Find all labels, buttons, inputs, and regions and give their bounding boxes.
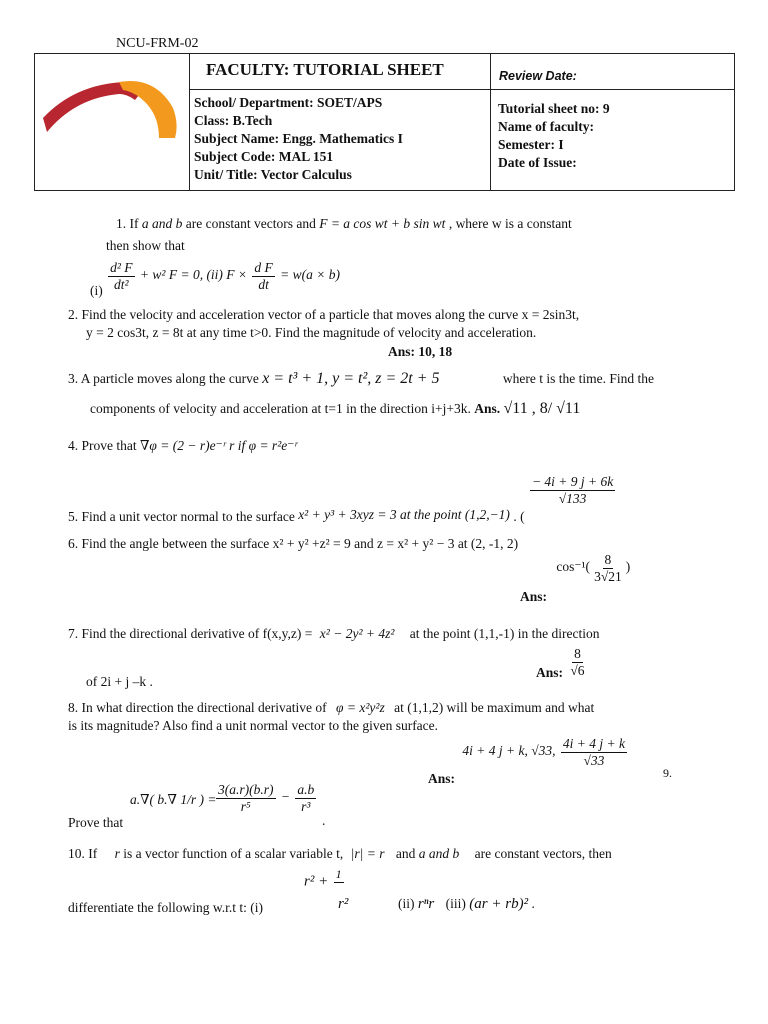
q7-frac xyxy=(568,646,586,678)
info-school: School/ Department: SOET/APS xyxy=(194,95,383,110)
question-3-line2 xyxy=(90,400,580,418)
q5-answer-fraction xyxy=(530,474,615,506)
q6-ans-label: Ans: xyxy=(520,589,548,605)
q8-line2: is its magnitude? Also find a unit normal vector to the given surface. xyxy=(68,718,439,733)
q3-post: where t is the time. Find the xyxy=(502,371,655,386)
info-subject-name: Subject Name: Engg. Mathematics I xyxy=(194,131,403,146)
q10-pre: 10. If xyxy=(68,846,98,861)
q6-answer xyxy=(520,552,631,605)
q2-answer: Ans: 10, 18 xyxy=(388,344,453,359)
q4-line: 4. Prove that xyxy=(68,438,137,453)
q2-line1: 2. Find the velocity and acceleration vector of a particle that moves along the curve x = 2sin3t, xyxy=(68,307,580,322)
q6-close: ) xyxy=(625,559,631,575)
q9-number: 9. xyxy=(663,766,672,780)
info-faculty-name: Name of faculty: xyxy=(498,119,594,134)
q2-line2: y = 2 cos3t, z = 8t at any time t>0. Find the magnitude of velocity and acceleration. xyxy=(86,325,537,340)
q7-line: 7. Find the directional derivative of f(x,y,z) = xyxy=(68,626,313,641)
q8-ans-text: 4i + 4 j + k, √33, xyxy=(462,743,556,759)
q10-vectors: a and b xyxy=(418,846,460,861)
q1-part-i: (i) xyxy=(90,283,103,299)
q4-formula: ∇φ = (2 − r)e⁻ʳ r if φ = r²e⁻ʳ xyxy=(140,438,298,453)
info-date-of-issue: Date of Issue: xyxy=(498,155,577,170)
q10-abs: |r| = r xyxy=(350,846,385,861)
q7-post: at the point (1,1,-1) in the direction xyxy=(409,626,600,641)
q9-frac1 xyxy=(216,782,276,814)
q3-ans-label: Ans. xyxy=(474,401,501,416)
q7-line2: of 2i + j –k . xyxy=(86,674,153,689)
q7-formula: x² − 2y² + 4z² xyxy=(319,626,395,641)
review-cell xyxy=(491,54,735,90)
university-logo-icon xyxy=(35,54,189,186)
q9-rhs xyxy=(214,782,318,814)
q10-part1-frac-num: 1 xyxy=(335,867,342,881)
question-4 xyxy=(68,438,297,454)
q5-line: 5. Find a unit vector normal to the surface xyxy=(68,509,295,525)
q1-line2: then show that xyxy=(106,238,185,253)
q3-ans-val: √11 , 8/ √11 xyxy=(503,400,581,417)
q10-part3: (ar + rb)² xyxy=(469,896,529,912)
q1-mid: are constant vectors and xyxy=(185,216,316,231)
q3-curve: x = t³ + 1, y = t², z = 2t + 5 xyxy=(262,370,440,387)
q1-pre: 1. If xyxy=(116,216,139,231)
q3-line2: components of velocity and acceleration at t=1 in the direction i+j+3k. xyxy=(90,401,471,416)
info-class: Class: B.Tech xyxy=(194,113,273,128)
q6-num: 8 xyxy=(604,552,612,567)
q8-pre: 8. In what direction the directional derivative of xyxy=(68,700,327,715)
question-8 xyxy=(68,700,594,716)
info-unit-title: Unit/ Title: Vector Calculus xyxy=(194,167,352,182)
q8-ans-den: √33 xyxy=(583,752,605,768)
q10-part1-frac xyxy=(334,868,344,897)
q9-num: 3(a.r)(b.r) xyxy=(218,782,274,797)
q6-line: 6. Find the angle between the surface x² + y² +z² = 9 and z = x² + y² − 3 at (2, -1, 2) xyxy=(68,536,519,551)
q10-part2: rⁿr xyxy=(417,896,435,912)
q1-frac-d2f: $\frac{\text{d² F}}{\text{dt²}}$ xyxy=(110,260,133,292)
q10-part1-den: r² xyxy=(338,896,349,912)
q10-part1-top: r² + xyxy=(304,873,329,890)
q10-post: are constant vectors, then xyxy=(474,846,612,861)
info-tutorial-no: Tutorial sheet no: 9 xyxy=(498,101,610,116)
q9-den2: r³ xyxy=(301,798,311,814)
form-code: NCU-FRM-02 xyxy=(116,36,199,51)
question-5 xyxy=(68,474,617,525)
q10-parts xyxy=(398,896,535,913)
sheet-title: FACULTY: TUTORIAL SHEET xyxy=(206,60,444,79)
q1-post: , where w is a constant xyxy=(448,216,572,231)
q8-formula: φ = x²y²z xyxy=(336,700,385,715)
q5-ans-num: − 4i + 9 j + 6k xyxy=(531,474,614,489)
q10-part1 xyxy=(304,868,346,897)
q10-end: . xyxy=(531,896,535,911)
q9-num2: a.b xyxy=(297,782,315,797)
q1-formula: F = a cos wt + b sin wt xyxy=(319,216,446,231)
q7-den: √6 xyxy=(570,662,585,678)
q8-post: at (1,1,2) will be maximum and what xyxy=(394,700,595,715)
q1-rhs: = w(a × b) xyxy=(280,267,341,283)
info-subject-code: Subject Code: MAL 151 xyxy=(194,149,334,164)
q7-ans-label: Ans: xyxy=(536,665,564,681)
q8-ans-label: Ans: xyxy=(428,771,456,787)
q10-and: and xyxy=(395,846,416,861)
q7-answer xyxy=(536,646,589,681)
question-1 xyxy=(116,216,572,232)
q6-den: 3√21 xyxy=(594,568,622,584)
logo-cell xyxy=(35,54,190,191)
question-7 xyxy=(68,626,599,642)
q1-eq: + w² F = 0, (ii) F × xyxy=(139,267,248,283)
q10-r: r xyxy=(114,846,120,861)
q9-frac2 xyxy=(295,782,316,814)
q8-ans-frac xyxy=(561,736,627,768)
question-10 xyxy=(68,846,612,862)
q6-cos: cos⁻¹( xyxy=(556,559,591,575)
title-cell xyxy=(190,54,491,90)
q1-vectors: a and b xyxy=(141,216,183,231)
q10-part2-label: (ii) xyxy=(398,896,415,911)
q9-lhs: a.∇( b.∇ 1/r ) = xyxy=(130,792,217,807)
review-date-label: Review Date: xyxy=(499,69,577,83)
q8-answer xyxy=(428,736,629,787)
q10-part3-label: (iii) xyxy=(445,896,466,911)
header-table xyxy=(34,53,735,191)
q10-line2: differentiate the following w.r.t t: (i) xyxy=(68,900,263,915)
left-info-cell xyxy=(190,90,491,191)
q5-surface: x² + y³ + 3xyz = 3 at the point (1,2,−1) xyxy=(298,507,510,523)
q9-den: r⁵ xyxy=(240,798,251,814)
q3-line1: 3. A particle moves along the curve xyxy=(68,371,259,386)
q8-ans-num: 4i + 4 j + k xyxy=(562,736,625,751)
q5-ans-den: √133 xyxy=(558,490,587,506)
q1-equation xyxy=(90,260,341,299)
q9-minus: − xyxy=(280,789,290,805)
q6-frac xyxy=(592,552,624,584)
q7-num: 8 xyxy=(574,646,581,661)
q9-prove: Prove that xyxy=(68,815,124,830)
right-info-cell xyxy=(491,90,735,191)
q9-dot: . xyxy=(322,813,326,828)
question-3 xyxy=(68,370,654,388)
info-semester: Semester: I xyxy=(498,137,564,152)
q5-paren: . ( xyxy=(513,509,525,525)
q10-mid: is a vector function of a scalar variable t, xyxy=(123,846,344,861)
q1-frac-df: $\frac{\text{d F}}{dt}$ xyxy=(254,260,273,292)
